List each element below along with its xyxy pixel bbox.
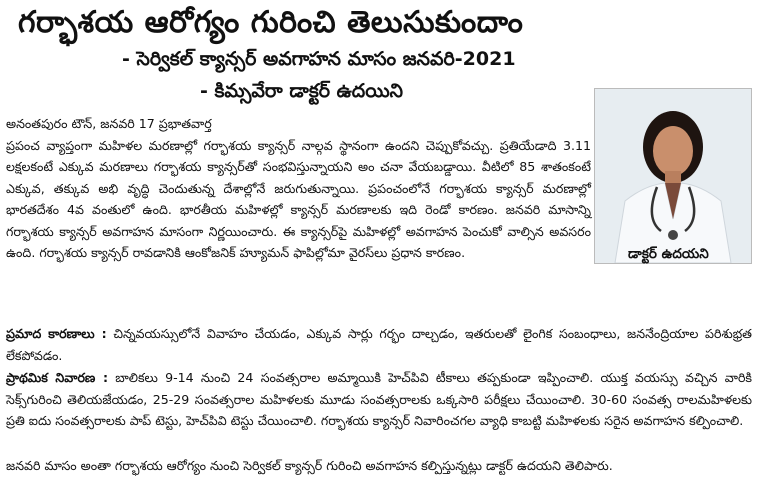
prevention-text: బాలికలు 9-14 నుంచి 24 సంవత్సరాల అమ్మాయికి హెచ్‌పివి టీకాలు తప్పకుండా ఇప్పించాలి. యుక్త వయస్సు వచ్చిన వారికి సెక్స్‌గురించి తెలియజేయడం, 25-29 సంవత్సరాల మహిళలకు మూడు సంవత్సరాలకు ఒక్కసారి పరీక్షలు చేయించాలి. 30-60 సంవత్స రాలమహిళలకు ప్రతి ఐదు సంవత్సరాలకు పాప్ టెస్టు, హెచ్‌పివి టెస్టు చేయించాలి. గర్భాశయ క్యాన్సర్ నివారించగల వ్యాధి కాబట్టి మహిళలకు సరైన అవగాహన కల్పించాలి. xyxy=(6,370,752,428)
intro-line: క్యాన్సర్‌పై మహిళల్లో అవగాహన పెంచుకో వాల్సిన అవసరం ఉంది. గర్భాశయ క్యాన్సర్ xyxy=(6,223,591,260)
intro-line: వృద్ధి చెందుతున్న దేశాల్లోనే జరుగుతున్నాయి. ప్రపంచంలోనే గర్భాశయ క్యాన్సర్ మరణాల్లో xyxy=(127,180,591,196)
risk-factors-paragraph xyxy=(6,323,752,366)
intro-line: ప్రపంచ వ్యాప్తంగా మహిళల మరణాల్లో గర్భాశయ క్యాన్సర్ నాల్గవ స్థానంగా ఉందని xyxy=(6,137,420,153)
intro-line: రావడానికి ఆంకోజనిక్ హ్యూమన్ ఫాపిల్లోమా వైరస్‌లు ప్రధాన కారణం. xyxy=(132,245,466,260)
intro-line: సంభవిస్తున్నాయని అం చనా వేయబడ్డాయి. వీటిలో 85 శాతంకంటే ఎక్కువ, తక్కువ అభి xyxy=(6,159,591,196)
intro-line: చెప్పుకోవచ్చు. ప్రతియేడాది 3.11 లక్షలకంటే ఎక్కువ మరణాలు గర్భాశయ క్యాన్సర్‌తో xyxy=(6,137,591,174)
subheading-awareness-month: - సెర్వికల్ క్యాన్సర్ అవగాహన మాసం జనవరి-2021 xyxy=(122,48,516,70)
doctor-photo xyxy=(594,88,752,264)
headline: గర్భాశయ ఆరోగ్యం గురించి తెలుసుకుందాం xyxy=(18,5,524,40)
doctor-portrait-image xyxy=(595,89,751,263)
prevention-paragraph xyxy=(6,367,752,432)
prevention-label: ప్రాథమిక నివారణ : xyxy=(6,370,108,385)
article-body xyxy=(6,113,591,264)
closing-paragraph: జనవరి మాసం అంతా గర్భాశయ ఆరోగ్యం నుంచి సెర్వికల్ క్యాన్సర్ గురించి అవగాహన కల్పిస్తున్నట్లు డాక్టర్ ఉదయని తెలిపారు. xyxy=(6,458,613,473)
intro-line: కారణం. జనవరి మాసాన్ని గర్భాశయ క్యాన్సర్ అవగాహన మాసంగా నిర్ణయించారు. ఈ xyxy=(6,202,592,239)
risk-label: ప్రమాద కారణాలు : xyxy=(6,326,107,341)
dateline: అనంతపురం టౌన్, జనవరి 17 ప్రభాతవార్త xyxy=(6,116,212,131)
intro-line: భారతదేశం 4వ వంతులో ఉంది. భారతీయ మహిళల్లో క్యాన్సర్ మరణాలకు ఇది రెండో xyxy=(6,202,451,217)
risk-text: చిన్నవయస్సులోనే వివాహం చేయడం, ఎక్కువ సార్లు గర్భం దాల్చడం, ఇతరులతో లైంగిక సంబంధాలు, జననేంద్రియాల పరిశుభ్రత లేకపోవడం. xyxy=(6,326,752,363)
photo-caption: డాక్టర్ ఉదయని xyxy=(628,246,709,262)
paragraph-intro xyxy=(6,135,591,264)
subheading-doctor: - కిమ్సవేరా డాక్టర్ ఉదయిని xyxy=(200,80,403,102)
